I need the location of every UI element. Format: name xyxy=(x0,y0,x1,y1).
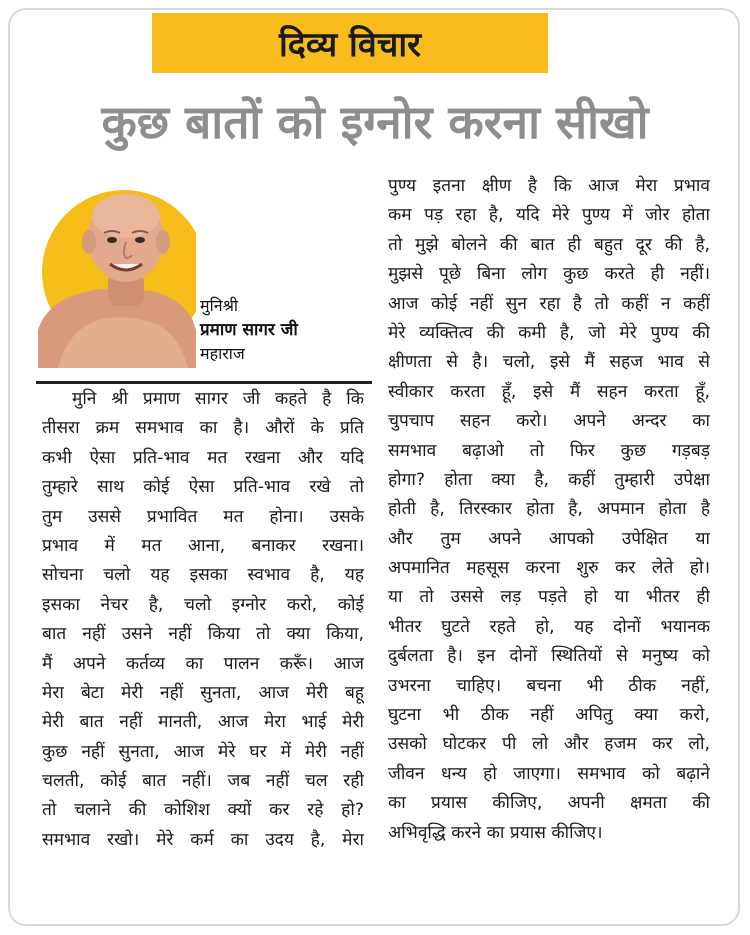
paragraph-line: तुम्हारे साथ कोई ऐसा प्रति-भाव रखे तो xyxy=(42,477,364,498)
paragraph-line: भीतर घुटते रहते हो, यह दोनों भयानक xyxy=(388,616,710,637)
paragraph-line: का प्रयास कीजिए, अपनी क्षमता की xyxy=(388,793,710,814)
paragraph-line: समभाव रखो। मेरे कर्म का उदय है, मेरा xyxy=(42,829,364,850)
paragraph-line: अभिवृद्धि करने का प्रयास कीजिए। xyxy=(388,822,603,843)
paragraph-line: समभाव बढ़ाओ तो फिर कुछ गड़बड़ xyxy=(388,440,710,461)
paragraph-line: मैं अपने कर्तव्य का पालन करूँ। आज xyxy=(42,653,364,674)
paragraph-line: प्रभाव में मत आना, बनाकर रखना। xyxy=(42,535,364,556)
paragraph-line: दुर्बलता है। इन दोनों स्थितियों से मनुष्य को xyxy=(388,646,710,667)
paragraph-line: घुटना भी ठीक नहीं अपितु क्या करो, xyxy=(388,705,710,726)
author-portrait-icon xyxy=(38,180,196,368)
paragraph-line: मेरा बेटा मेरी नहीं सुनता, आज मेरी बहू xyxy=(42,682,364,703)
paragraph-line: और तुम अपने आपको उपेक्षित या xyxy=(388,528,710,549)
paragraph-line: चुपचाप सहन करो। अपने अन्दर का xyxy=(388,411,710,432)
paragraph-line: अपमानित महसूस करना शुरु कर लेते हो। xyxy=(388,558,710,579)
author-name: प्रमाण सागर जी xyxy=(200,320,298,340)
paragraph-line: बात नहीं उसने नहीं किया तो क्या किया, xyxy=(42,624,364,645)
paragraph-line: जीवन धन्य हो जाएगा। समभाव को बढ़ाने xyxy=(388,763,710,784)
paragraph-line: कम पड़ रहा है, यदि मेरे पुण्य में जोर होता xyxy=(388,205,710,226)
paragraph-line: सोचना चलो यह इसका स्वभाव है, यह xyxy=(42,565,364,586)
byline-divider xyxy=(36,381,372,384)
paragraph-line: या तो उससे लड़ पड़ते हो या भीतर ही xyxy=(388,587,710,608)
paragraph-line: मुझसे पूछे बिना लोग कुछ करते ही नहीं। xyxy=(388,264,710,285)
paragraph-line: पुण्य इतना क्षीण है कि आज मेरा प्रभाव xyxy=(388,176,710,196)
section-banner xyxy=(152,13,548,73)
left-column xyxy=(42,385,364,855)
paragraph-line: तो मुझे बोलने की बात ही बहुत दूर की है, xyxy=(388,234,710,255)
author-byline xyxy=(200,294,370,366)
paragraph-line: उभरना चाहिए। बचना भी ठीक नहीं, xyxy=(388,675,710,696)
paragraph-line: इसका नेचर है, चलो इग्नोर करो, कोई xyxy=(42,594,364,615)
author-suffix: महाराज xyxy=(200,344,245,363)
paragraph-line: आज कोई नहीं सुन रहा है तो कहीं न कहीं xyxy=(388,293,710,314)
paragraph-line: मेरे व्यक्तित्व की कमी है, जो मेरे पुण्य की xyxy=(388,322,710,343)
paragraph-line: होती है, तिरस्कार होता है, अपमान होता है xyxy=(388,499,710,520)
paragraph-line: होगा? होता क्या है, कहीं तुम्हारी उपेक्षा xyxy=(388,469,710,490)
paragraph-line: कभी ऐसा प्रति-भाव मत रखना और यदि xyxy=(42,447,364,468)
paragraph-line: मुनि श्री प्रमाण सागर जी कहते है कि xyxy=(72,389,364,409)
headline: कुछ बातों को इग्नोर करना सीखो xyxy=(101,95,649,149)
paragraph-line: तुम उससे प्रभावित मत होना। उसके xyxy=(42,506,364,527)
paragraph-line: मेरी बात नहीं मानती, आज मेरा भाई मेरी xyxy=(42,712,364,733)
paragraph-line: स्वीकार करता हूँ, इसे मैं सहन करता हूँ, xyxy=(388,381,710,402)
paragraph-line: तीसरा क्रम समभाव का है। औरों के प्रति xyxy=(42,418,364,439)
paragraph-line: उसको घोटकर पी लो और हजम कर लो, xyxy=(388,734,710,755)
author-prefix: मुनिश्री xyxy=(200,296,239,315)
paragraph-line: तो चलाने की कोशिश क्यों कर रहे हो? xyxy=(42,800,364,821)
paragraph-line: कुछ नहीं सुनता, आज मेरे घर में मेरी नहीं xyxy=(42,741,364,762)
right-column xyxy=(388,172,710,848)
paragraph-line: चलती, कोई बात नहीं। जब नहीं चल रही xyxy=(42,771,364,792)
section-banner-label: दिव्य विचार xyxy=(278,25,422,65)
paragraph-line: क्षीणता से है। चलो, इसे मैं सहज भाव से xyxy=(388,352,710,373)
